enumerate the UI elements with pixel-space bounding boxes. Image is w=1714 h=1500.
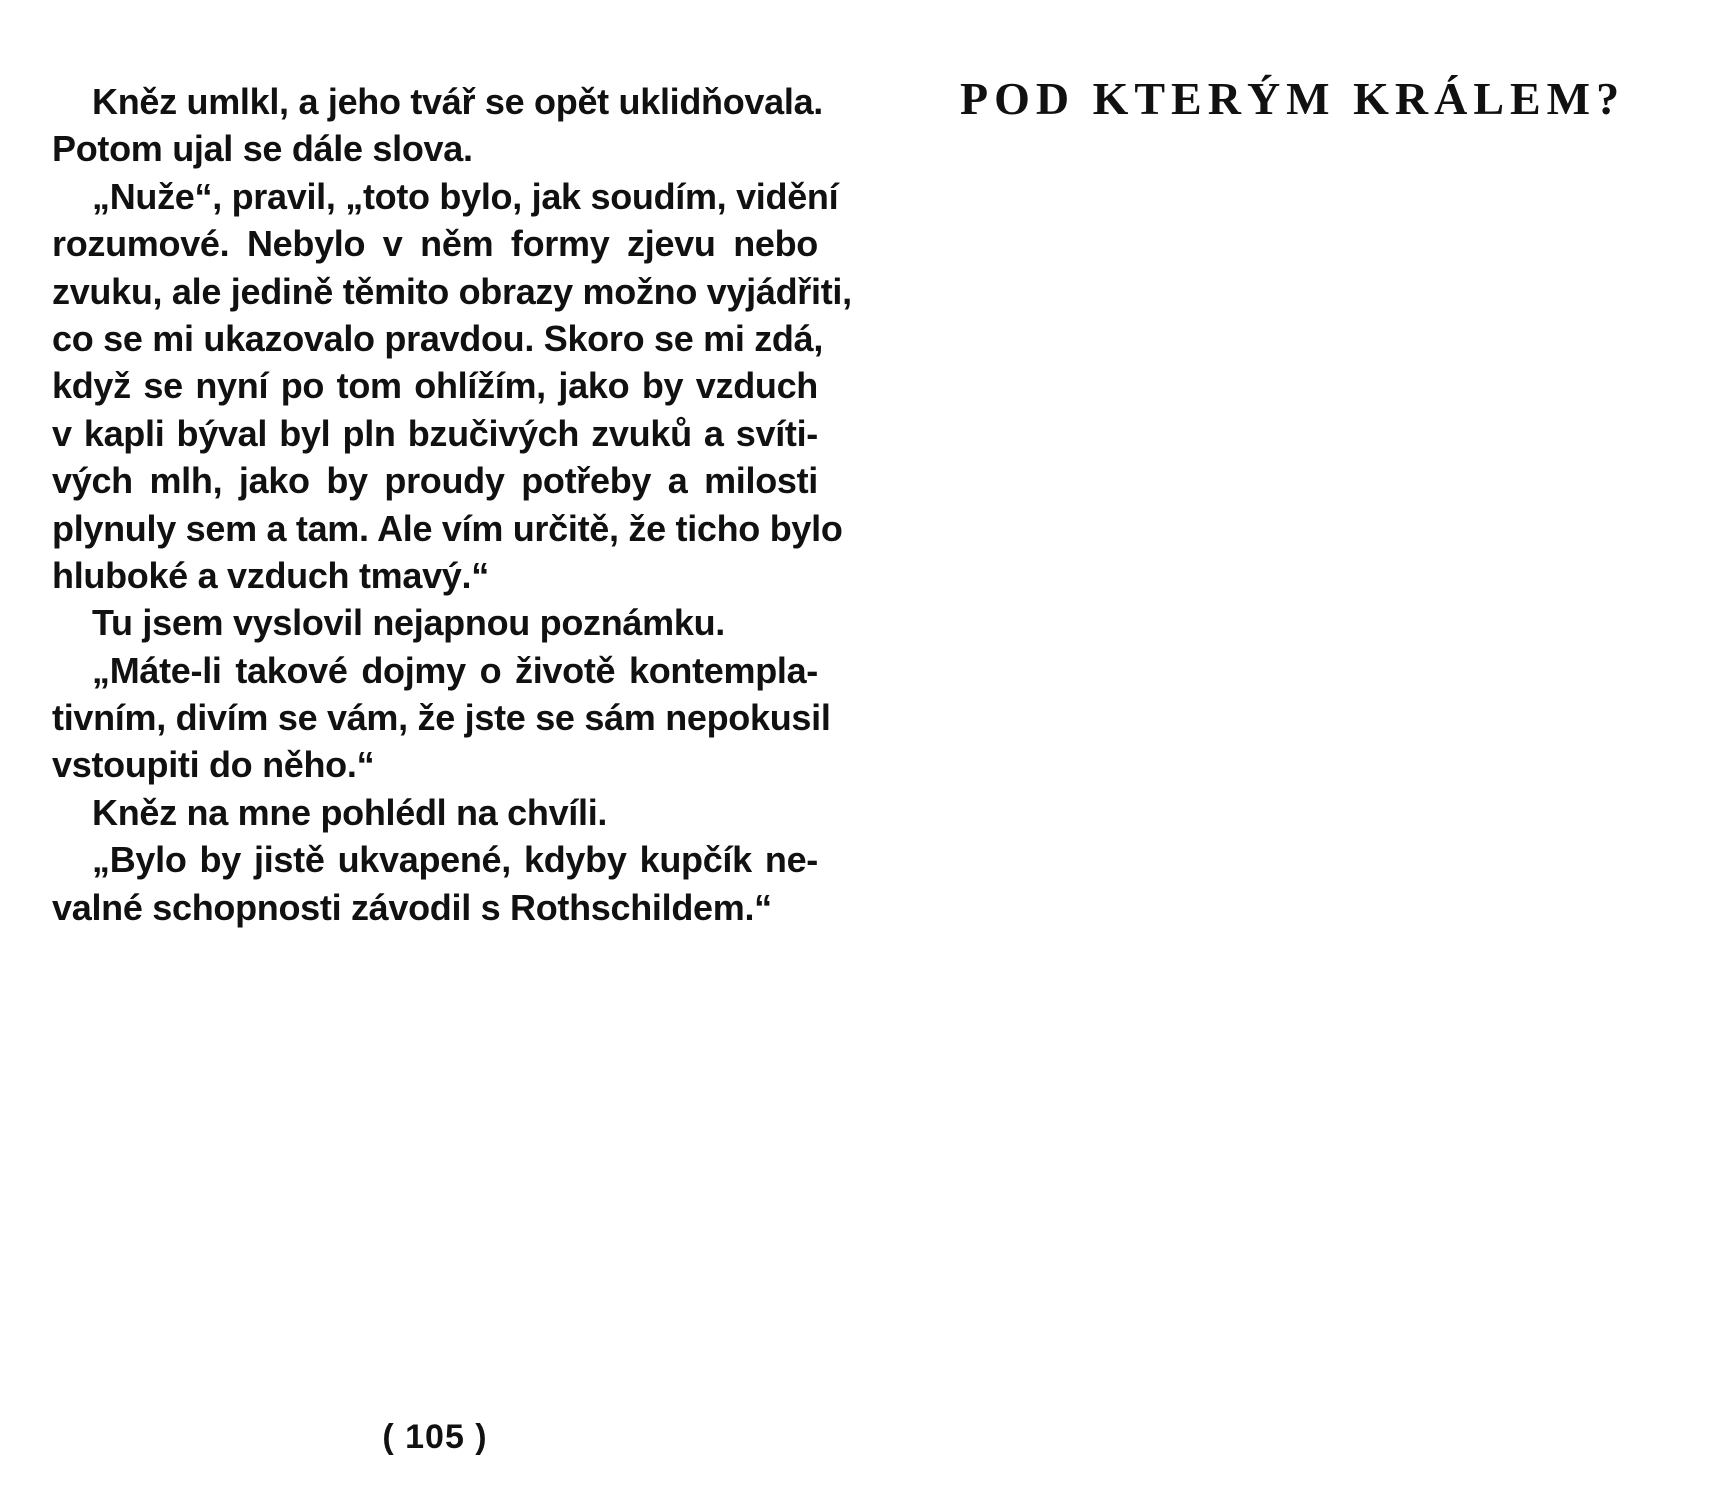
text-line: hluboké a vzduch tmavý.“	[52, 554, 489, 596]
text-line: v kapli býval byl pln bzučivých zvuků a svíti-	[52, 412, 818, 454]
chapter-title: POD KTERÝM KRÁLEM?	[960, 73, 1626, 124]
text-line: plynuly sem a tam. Ale vím určitě, že ticho bylo	[52, 507, 843, 549]
text-line: valné schopnosti závodil s Rothschildem.“	[52, 886, 772, 928]
text-line: „Nuže“, pravil, „toto bylo, jak soudím, vidění	[92, 175, 839, 217]
text-line: vstoupiti do něho.“	[52, 744, 375, 786]
text-line: když se nyní po tom ohlížím, jako by vzduch	[52, 365, 818, 407]
text-line: Tu jsem vyslovil nejapnou poznámku.	[92, 602, 725, 644]
text-line: zvuku, ale jedině těmito obrazy možno vyjádřiti,	[52, 270, 852, 312]
text-line: tivním, divím se vám, že jste se sám nepokusil	[52, 697, 831, 739]
text-line: Kněz na mne pohlédl na chvíli.	[92, 791, 608, 833]
text-line: co se mi ukazovalo pravdou. Skoro se mi zdá,	[52, 317, 824, 359]
text-line: vých mlh, jako by proudy potřeby a milosti	[52, 460, 818, 502]
text-line: „Máte-li takové dojmy o životě kontempla-	[92, 649, 818, 691]
right-page	[960, 72, 1660, 125]
text-line: Potom ujal se dále slova.	[52, 128, 473, 170]
text-line: rozumové. Nebylo v něm formy zjevu nebo	[52, 223, 818, 265]
left-page-text	[52, 78, 852, 931]
text-line: Kněz umlkl, a jeho tvář se opět uklidňovala.	[92, 81, 824, 122]
text-line: „Bylo by jistě ukvapené, kdyby kupčík ne-	[92, 839, 818, 881]
page-number: ( 105 )	[382, 1418, 488, 1456]
